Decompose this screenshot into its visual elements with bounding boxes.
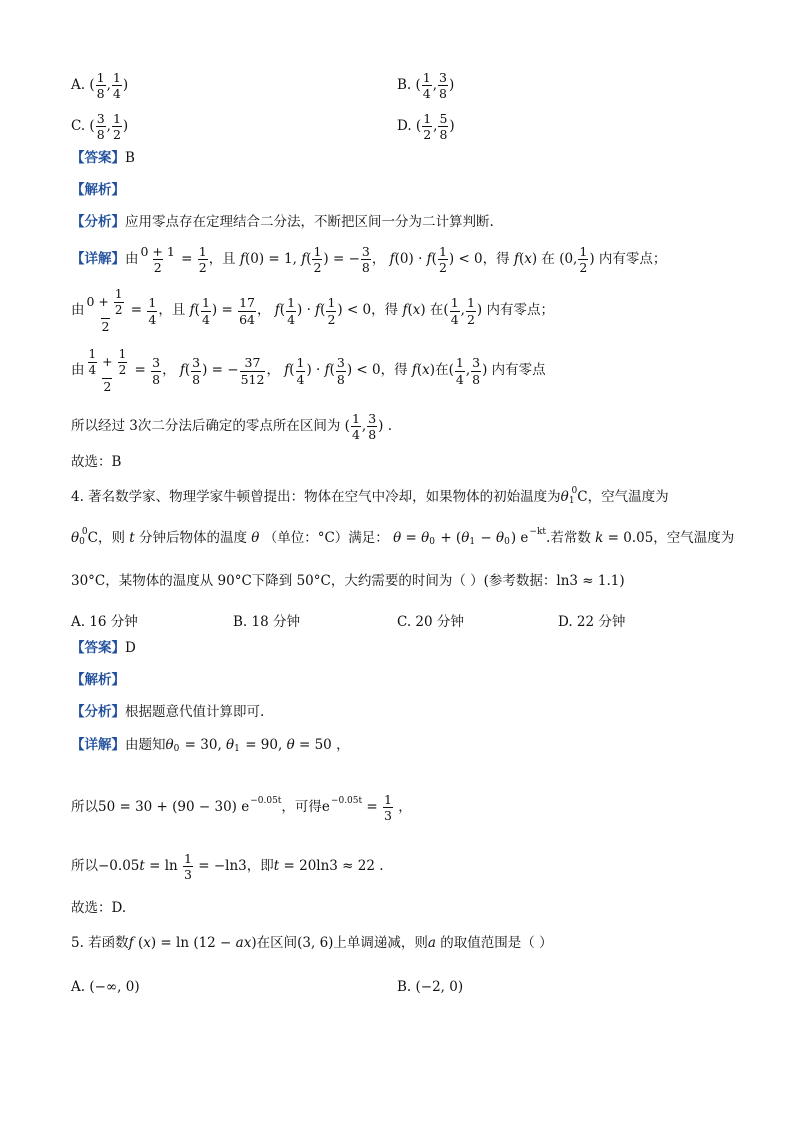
q3-conclusion: 所以经过 3次二分法后确定的零点所在区间为 ( $\frac{1}{4}$ , $\frac{3}{8}$ ) . <box>71 411 393 443</box>
q3-detail-line2: 由 0 + $\frac{1}{2}$ 2 = $\frac{1}{4}$ ，且 f ( $\frac{1}{4}$ ) = $\frac{17}{64}$ ， f ( $\frac{1}{4}$ ) · f ( $\frac{1}{2}$ ) < 0 ，得 f ( x ) 在 ( $\frac{1}{4}$ , $\frac{1}{2}$ ) 内有零点； <box>71 287 554 335</box>
q3-choose: 故选：B <box>71 454 122 470</box>
option-d: D. ( $\frac{1}{2}$ , $\frac{5}{8}$ ) <box>397 111 455 143</box>
q3-analysis-heading: 【解析】 <box>71 182 125 198</box>
q4-choose: 故选：D. <box>71 900 127 916</box>
option-a: A. ( $\frac{1}{8}$ , $\frac{1}{4}$ ) <box>71 70 129 102</box>
q3-detail-line1: 【详解】 由 $\frac{0 + 1}{2}$ = $\frac{1}{2}$ ，且 f (0) = 1, f ( $\frac{1}{2}$ ) = − $\frac{3}{8}$ ， f (0) · f ( $\frac{1}{2}$ ) < 0 ，得 f ( x ) 在 (0, $\frac{1}{2}$ ) 内有零点； <box>71 244 667 276</box>
q3-detail-line3: 由 $\frac{1}{4}$ + $\frac{1}{2}$ 2 = $\frac{3}{8}$ ， f ( $\frac{3}{8}$ ) = − $\frac{37}{512}$ ， f ( $\frac{1}{4}$ ) · f ( $\frac{3}{8}$ ) < 0 ，得 f ( x ) 在 ( $\frac{1}{4}$ , $\frac{3}{8}$ ) 内有零点 <box>71 347 546 395</box>
q4-detail-line1: 【详解】 由题知 θ 0 = 30, θ 1 = 90, θ = 50 ， <box>71 737 350 755</box>
option-b: B. ( $\frac{1}{4}$ , $\frac{3}{8}$ ) <box>397 70 455 102</box>
q5-stem: 5. 若函数 f ( x ) = ln (12 − ax ) 在区间 (3, 6) 上单调递减，则 a 的取值范围是（ ） <box>71 935 553 951</box>
q4-stem-line3: 30°C，某物体的温度从 90°C下降到 50°C，大约需要的时间为（ ）(参考数据：ln3 ≈ 1.1) <box>71 573 625 589</box>
q4-answer: 【答案】 D <box>71 640 136 656</box>
q4-option-d: D. 22 分钟 <box>558 614 626 630</box>
q5-option-b: B. (−2, 0) <box>397 979 464 995</box>
q4-analysis-heading: 【解析】 <box>71 672 125 688</box>
q4-detail-line2: 所以 50 = 30 + (90 − 30) e −0.05t ，可得 e −0.05t = $\frac{1}{3}$ ， <box>71 792 412 824</box>
q4-stem-line2: θ 0 0 C，则 t 分钟后物体的温度 θ （单位：°C）满足： θ = θ 0 + ( θ 1 − θ 0 ) e −kt .若常数 k = 0.05 ，空气温度为 <box>71 527 735 548</box>
q5-option-a: A. (−∞, 0) <box>71 979 140 995</box>
q4-option-c: C. 20 分钟 <box>397 614 464 630</box>
q4-fenxi: 【分析】 根据题意代值计算即可. <box>71 704 265 720</box>
q4-detail-line3: 所以 −0.05 t = ln $\frac{1}{3}$ = −ln3 ，即 t = 20ln3 ≈ 22 . <box>71 851 384 883</box>
q3-answer: 【答案】 B <box>71 150 135 166</box>
q4-option-b: B. 18 分钟 <box>233 614 300 630</box>
q4-option-a: A. 16 分钟 <box>71 614 138 630</box>
q4-stem-line1: 4. 著名数学家、物理学家牛顿曾提出：物体在空气中冷却，如果物体的初始温度为 θ 1 0 C，空气温度为 <box>71 486 669 507</box>
option-c: C. ( $\frac{3}{8}$ , $\frac{1}{2}$ ) <box>71 111 129 143</box>
q3-fenxi: 【分析】 应用零点存在定理结合二分法，不断把区间一分为二计算判断. <box>71 214 494 230</box>
